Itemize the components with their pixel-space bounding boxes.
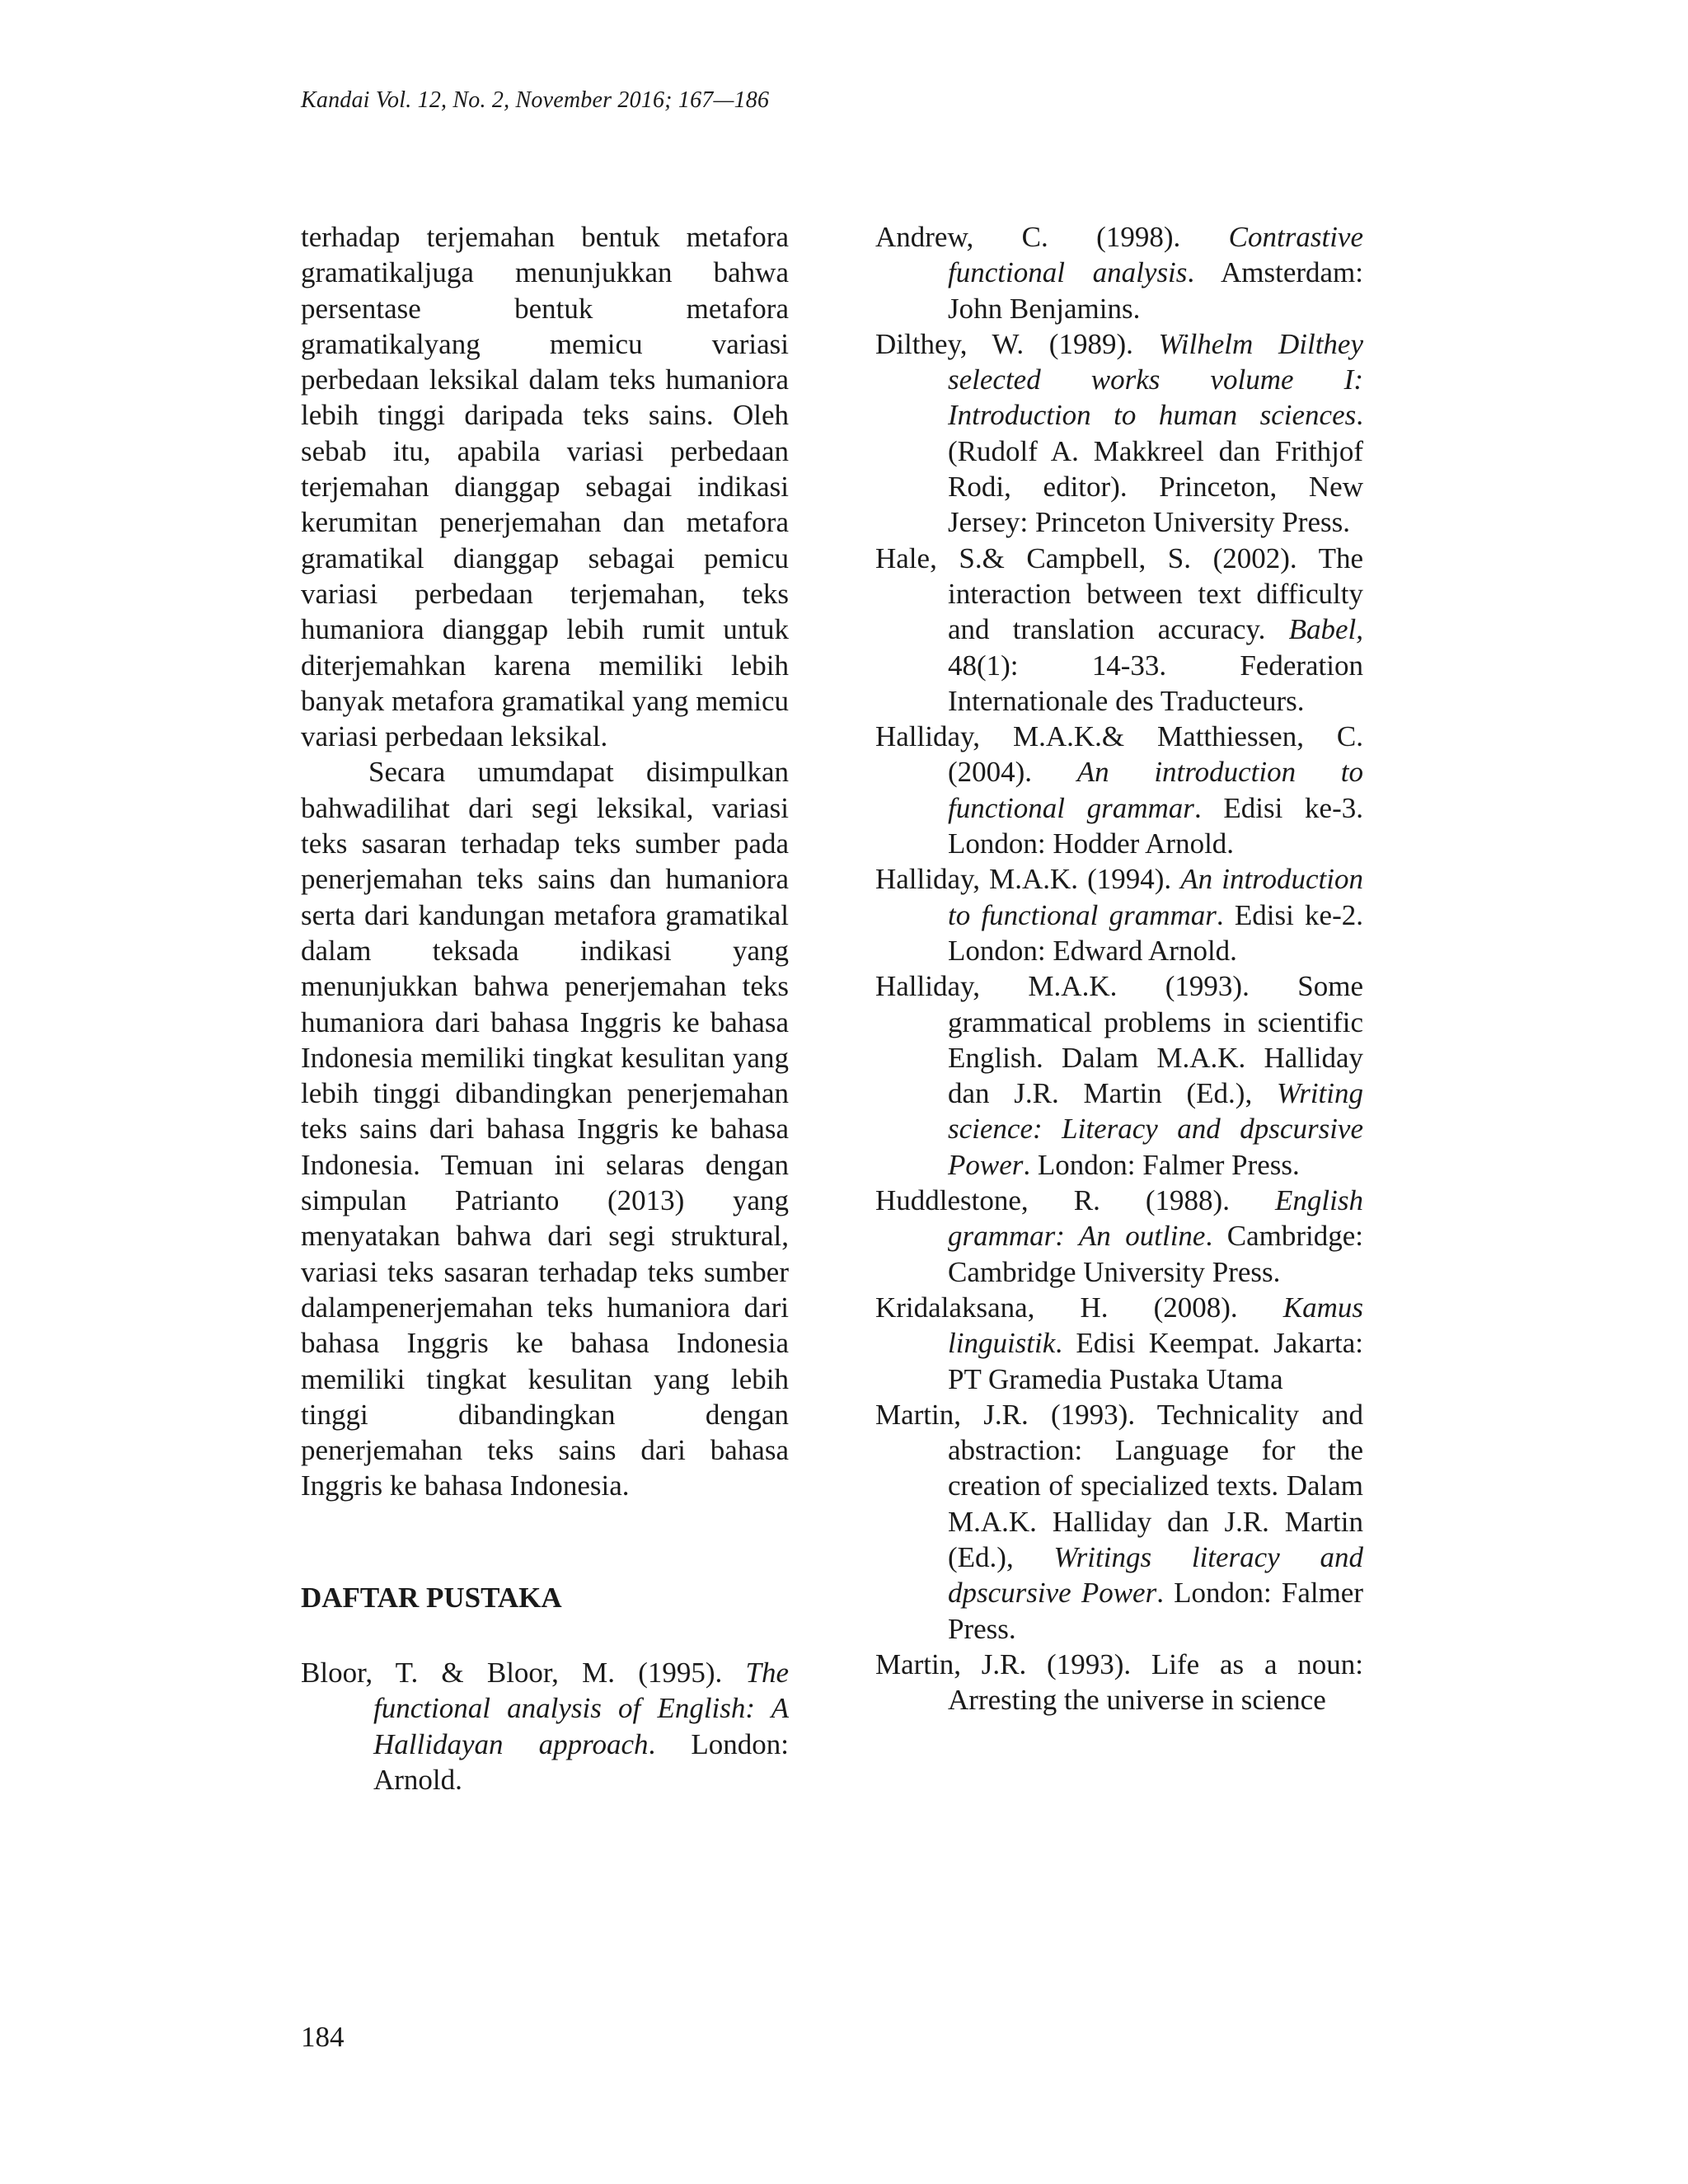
right-column: [875, 219, 1363, 1718]
reference-title: Writing science: Literacy and dpscursive Power: [948, 1077, 1363, 1181]
page-number: 184: [301, 2021, 345, 2053]
reference-publisher: . London: Falmer Press.: [948, 1577, 1363, 1645]
reference-author: Halliday, M.A.K. (1993). Some grammatical problems in scientific English. Dalam M.A.K. Halliday dan J.R. Martin (Ed.),: [875, 970, 1363, 1110]
reference-title: Writings literacy and dpscursive Power: [948, 1540, 1363, 1610]
reference-publisher: . Edisi ke-2. London: Edward Arnold.: [948, 898, 1363, 967]
reference-author: Huddlestone, R. (1988).: [875, 1184, 1276, 1217]
reference-publisher: . London: Falmer Press.: [1023, 1148, 1300, 1181]
body-paragraph: Secara umumdapat disimpulkan bahwadilihat dari segi leksikal, variasi teks sasaran terhadap teks sumber pada penerjemahan teks sains dan humaniora serta dari kandungan metafora gramatikal dalam teksada indikasi yang menunjukkan bahwa penerjemahan teks humaniora dari bahasa Inggris ke bahasa Indonesia memiliki tingkat kesulitan yang lebih tinggi dibandingkan penerjemahan teks sains dari bahasa Inggris ke bahasa Indonesia. Temuan ini selaras dengan simpulan Patrianto (2013) yang menyatakan bahwa dari segi struktural, variasi teks sasaran terhadap teks sumber dalampenerjemahan teks humaniora dari bahasa Inggris ke bahasa Indonesia memiliki tingkat kesulitan yang lebih tinggi dibandingkan dengan penerjemahan teks sains dari bahasa Inggris ke bahasa Indonesia.: [301, 756, 789, 1502]
section-title: DAFTAR PUSTAKA: [301, 1581, 562, 1614]
reference-entry: [875, 1647, 1363, 1718]
reference-title: The functional analysis of English: A Hallidayan approach: [373, 1656, 789, 1760]
reference-title: Babel,: [1288, 613, 1363, 646]
reference-entry: [875, 861, 1363, 968]
reference-author: Halliday, M.A.K. (1994).: [875, 863, 1181, 896]
reference-author: Kridalaksana, H. (2008).: [875, 1291, 1283, 1324]
reference-publisher: . Edisi Keempat. Jakarta: PT Gramedia Pustaka Utama: [948, 1327, 1363, 1395]
reference-entry: [875, 219, 1363, 326]
reference-entry: [875, 541, 1363, 719]
reference-author: Hale, S.& Campbell, S. (2002). The interaction between text difficulty and translation accuracy.: [875, 541, 1363, 646]
reference-entry: [301, 1655, 789, 1797]
reference-author: Dilthey, W. (1989).: [875, 327, 1159, 360]
reference-author: Martin, J.R. (1993). Technicality and abstraction: Language for the creation of specialized texts. Dalam M.A.K. Halliday dan J.R. Martin (Ed.),: [875, 1398, 1363, 1573]
reference-entry: [875, 1183, 1363, 1290]
reference-title: Wilhelm Dilthey selected works volume I: Introduction to human sciences: [948, 327, 1363, 432]
reference-publisher: 48(1): 14-33. Federation Internationale des Traducteurs.: [948, 649, 1363, 717]
reference-entry: [875, 968, 1363, 1183]
reference-author: Martin, J.R. (1993). Life as a noun: Arresting the universe in science: [875, 1647, 1363, 1717]
reference-author: Bloor, T. & Bloor, M. (1995).: [301, 1656, 746, 1689]
reference-author: Halliday, M.A.K.& Matthiessen, C. (2004).: [875, 720, 1363, 789]
reference-title: An introduction to functional grammar: [948, 863, 1363, 931]
reference-publisher: . Cambridge: Cambridge University Press.: [948, 1220, 1363, 1288]
reference-entry: [875, 1397, 1363, 1647]
reference-publisher: . Edisi ke-3. London: Hodder Arnold.: [948, 791, 1363, 860]
reference-title: English grammar: An outline: [948, 1184, 1363, 1253]
reference-title: Contrastive functional analysis: [948, 221, 1363, 289]
reference-entry: [875, 719, 1363, 861]
reference-author: Andrew, C. (1998).: [875, 221, 1229, 253]
reference-publisher: . (Rudolf A. Makkreel dan Frithjof Rodi, editor). Princeton, New Jersey: Princeton University Press.: [948, 399, 1363, 539]
reference-entry: [875, 326, 1363, 541]
reference-entry: [875, 1290, 1363, 1397]
running-head: Kandai Vol. 12, No. 2, November 2016; 167—186: [301, 87, 770, 113]
left-column: [301, 219, 789, 1797]
reference-title: Kamus linguistik: [948, 1291, 1363, 1360]
reference-publisher: . London: Arnold.: [373, 1727, 790, 1796]
reference-publisher: . Amsterdam: John Benjamins.: [948, 256, 1363, 325]
reference-title: An introduction to functional grammar: [948, 756, 1364, 824]
body-paragraph: terhadap terjemahan bentuk metafora gramatikaljuga menunjukkan bahwa persentase bentuk metafora gramatikalyang memicu variasi perbedaan leksikal dalam teks humaniora lebih tinggi daripada teks sains. Oleh sebab itu, apabila variasi perbedaan terjemahan dianggap sebagai indikasi kerumitan penerjemahan dan metafora gramatikal dianggap sebagai pemicu variasi perbedaan terjemahan, teks humaniora dianggap lebih rumit untuk diterjemahkan karena memiliki lebih banyak metafora gramatikal yang memicu variasi perbedaan leksikal.: [301, 221, 789, 753]
